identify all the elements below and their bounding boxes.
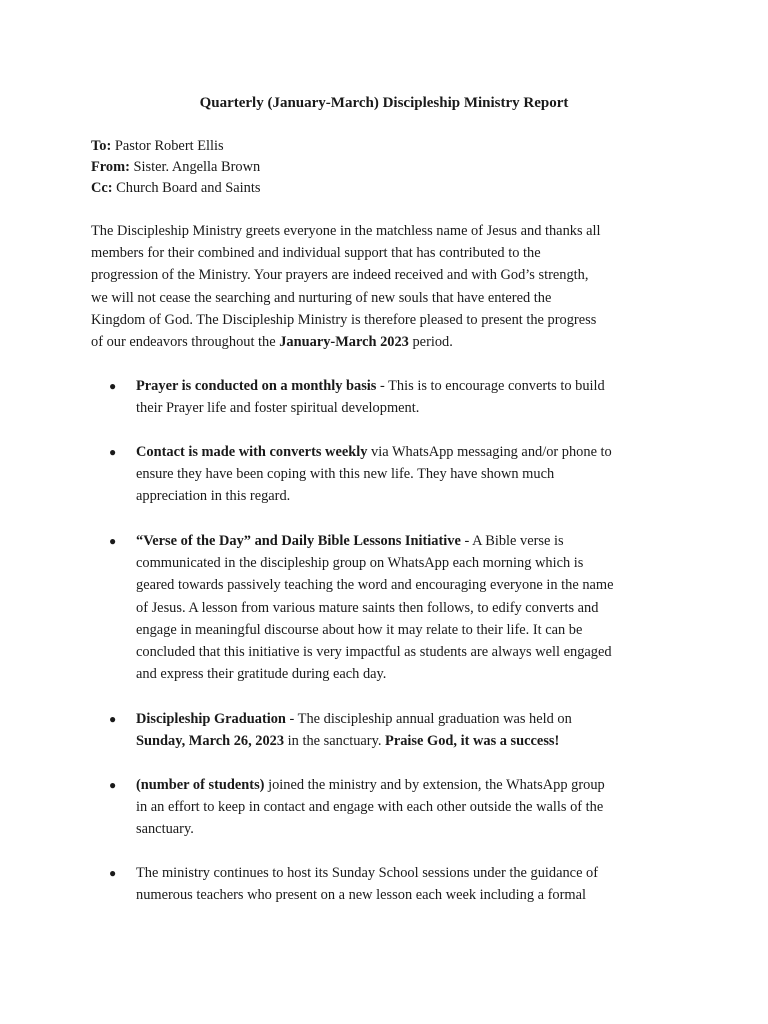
report-title: Quarterly (January-March) Discipleship Ministry Report — [199, 95, 569, 111]
bullet-heading: Contact is made with converts weekly — [136, 444, 368, 460]
bullet-text: - The discipleship annual graduation was held on — [285, 711, 572, 727]
bullet-line: The ministry continues to host its Sunday School sessions under the guidance of — [136, 865, 599, 881]
bullet-icon: ● — [109, 445, 117, 459]
bullet-icon: ● — [109, 778, 117, 792]
intro-text: of our endeavors throughout the — [91, 334, 280, 351]
bullet-text: joined the ministry and by extension, the WhatsApp group — [264, 777, 605, 793]
bullet-heading: Discipleship Graduation — [136, 711, 286, 727]
bullet-item-prayer — [109, 375, 696, 419]
bullet-line: engage in meaningful discourse about how it may relate to their life. It can be — [136, 621, 583, 638]
bullet-line — [136, 708, 696, 730]
bullet-line — [136, 441, 696, 463]
memo-to-value: Pastor Robert Ellis — [111, 138, 224, 154]
bullet-line: sanctuary. — [136, 821, 194, 838]
bullet-line — [136, 774, 696, 796]
bullet-line: and express their gratitude during each day. — [136, 666, 387, 683]
memo-header — [91, 136, 260, 199]
bullet-line: communicated in the discipleship group on WhatsApp each morning which is — [136, 555, 584, 572]
intro-line: progression of the Ministry. Your prayers are indeed received and with God’s strength, — [91, 267, 589, 284]
intro-paragraph — [91, 220, 687, 353]
bullet-line: of Jesus. A lesson from various mature saints then follows, to edify converts and — [136, 599, 599, 616]
intro-line — [91, 331, 687, 353]
memo-to — [91, 136, 260, 157]
memo-cc — [91, 178, 260, 199]
bullet-text: - A Bible verse is — [460, 533, 564, 549]
intro-text: period. — [408, 334, 453, 351]
graduation-date: Sunday, March 26, 2023 — [136, 733, 285, 750]
intro-line: Kingdom of God. The Discipleship Ministry is therefore pleased to present the progress — [91, 311, 597, 328]
memo-cc-value: Church Board and Saints — [112, 180, 261, 196]
bullet-heading: “Verse of the Day” and Daily Bible Lessons Initiative — [136, 533, 461, 549]
memo-from-label: From: — [91, 159, 130, 175]
bullet-icon: ● — [109, 379, 117, 393]
bullet-text: in the sanctuary. — [284, 733, 386, 750]
bullet-item-graduation — [109, 708, 696, 752]
memo-from-value: Sister. Angella Brown — [129, 159, 261, 175]
bullet-icon: ● — [109, 712, 117, 726]
bullet-line — [136, 375, 696, 397]
intro-line: members for their combined and individual support that has contributed to the — [91, 245, 541, 262]
bullet-text: via WhatsApp messaging and/or phone to — [367, 444, 612, 460]
bullet-text: - This is to encourage converts to build — [376, 378, 605, 394]
memo-to-label: To: — [91, 138, 112, 154]
intro-period-bold: January-March 2023 — [279, 334, 409, 351]
bullet-line: ensure they have been coping with this new life. They have shown much — [136, 466, 555, 483]
memo-from — [91, 157, 260, 178]
bullet-line: concluded that this initiative is very impactful as students are always well engaged — [136, 644, 612, 661]
bullet-line: appreciation in this regard. — [136, 488, 291, 505]
bullet-icon: ● — [109, 534, 117, 548]
bullet-item-contact — [109, 441, 696, 508]
memo-cc-label: Cc: — [91, 180, 113, 196]
bullet-line: numerous teachers who present on a new lesson each week including a formal — [136, 887, 586, 904]
bullet-item-sunday-school — [109, 862, 696, 906]
bullet-line — [136, 730, 696, 752]
bullet-line: geared towards passively teaching the word and encouraging everyone in the name — [136, 577, 614, 594]
graduation-praise: Praise God, it was a success! — [385, 733, 560, 750]
bullet-item-students — [109, 774, 696, 841]
intro-line: The Discipleship Ministry greets everyone in the matchless name of Jesus and thanks all — [91, 223, 601, 239]
bullet-line — [136, 530, 696, 552]
bullet-heading: (number of students) — [136, 777, 265, 793]
bullet-item-verse-of-the-day — [109, 530, 696, 685]
bullet-heading: Prayer is conducted on a monthly basis — [136, 378, 377, 394]
intro-line: we will not cease the searching and nurturing of new souls that have entered the — [91, 289, 552, 306]
bullet-line: their Prayer life and foster spiritual development. — [136, 400, 420, 417]
bullet-line: in an effort to keep in contact and engage with each other outside the walls of the — [136, 799, 604, 816]
bullet-icon: ● — [109, 866, 117, 880]
